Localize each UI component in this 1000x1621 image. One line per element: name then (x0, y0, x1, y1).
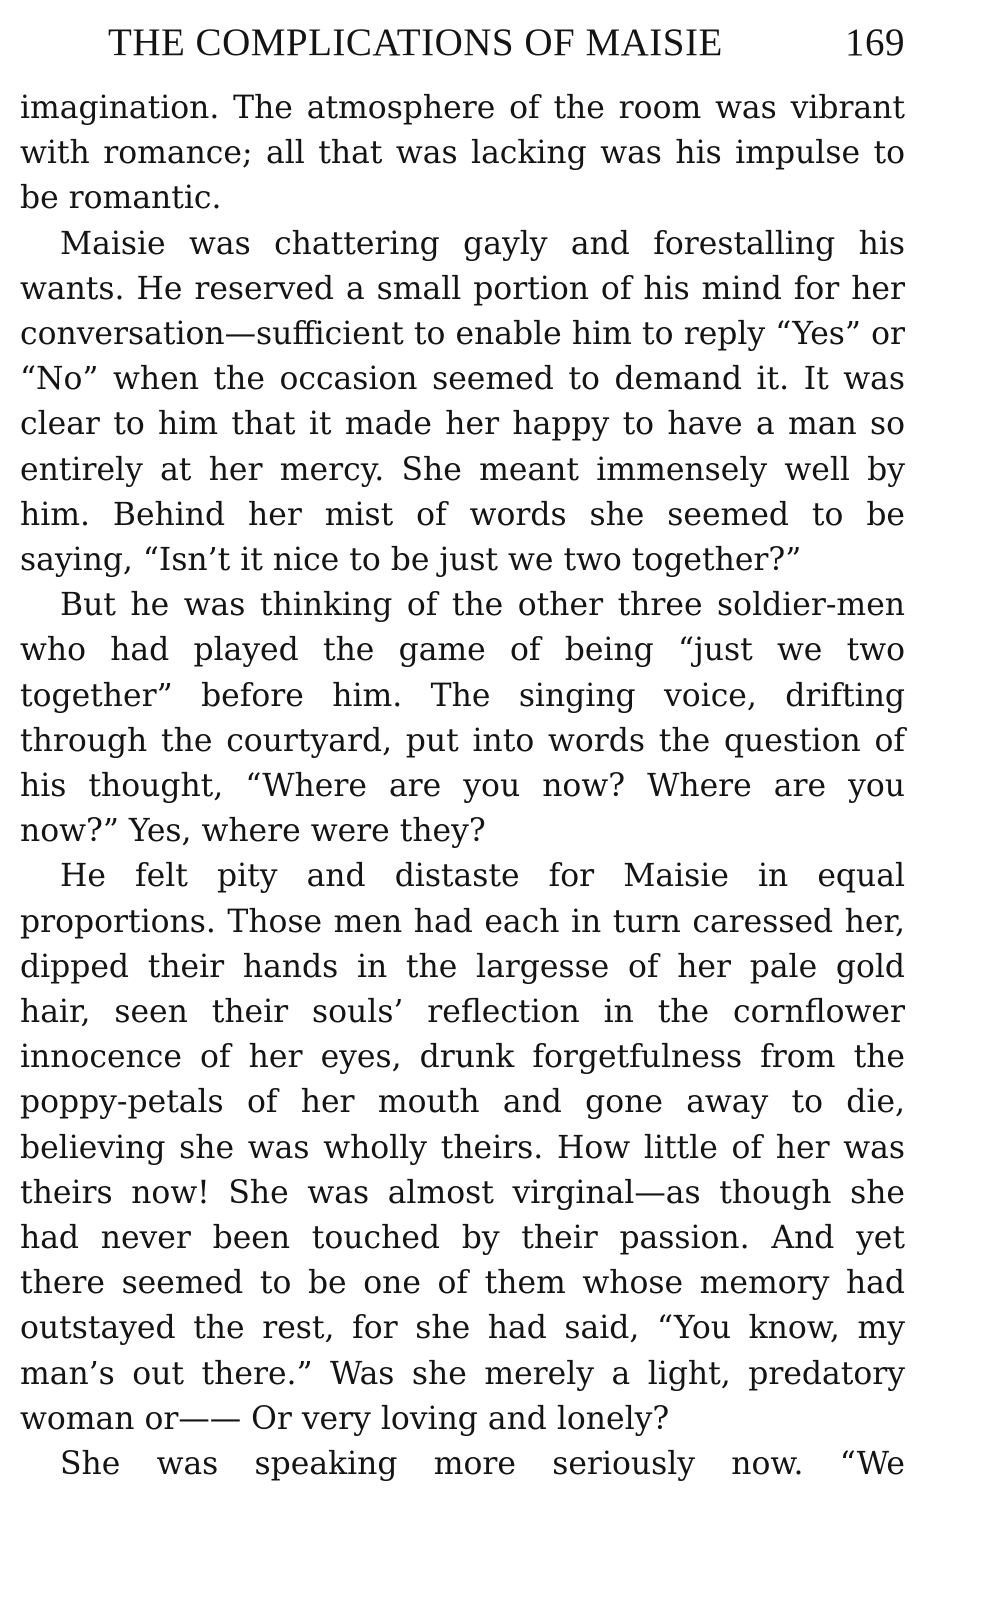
paragraph-continued: imagination. The atmosphere of the room was vibrant with romance; all that was lacking was his impulse to be romantic. (20, 90, 905, 217)
paragraph: Maisie was chattering gayly and forestalling his wants. He reserved a small portion of his mind for her conversation—sufficient to enable him to reply “Yes” or “No” when the occasion seemed to demand it. It was clear to him that it made her happy to have a man so entirely at her mercy. She meant immensely well by him. Behind her mist of words she seemed to be saying, “Isn’t it nice to be just we two together?” (20, 225, 905, 579)
paragraph-continuing: She was speaking more seriously now. “We (60, 1446, 905, 1483)
book-page (20, 0, 905, 1487)
paragraph: He felt pity and distaste for Maisie in equal proportions. Those men had each in turn caressed her, dipped their hands in the largesse of her pale gold hair, seen their souls’ reflection in the cornflower innocence of her eyes, drunk forgetfulness from the poppy-petals of her mouth and gone away to die, believing she was wholly theirs. How little of her was theirs now! She was almost virginal—as though she had never been touched by their passion. And yet there seemed to be one of them whose memory had outstayed the rest, for she had said, “You know, my man’s out there.” Was she merely a light, predatory woman or—— Or very loving and lonely? (20, 858, 905, 1437)
running-head (20, 0, 905, 86)
body-text (20, 86, 905, 1487)
page-number: 169 (845, 21, 905, 64)
paragraph: But he was thinking of the other three soldier-men who had played the game of being “just we two together” before him. The singing voice, drifting through the courtyard, put into words the question of his thought, “Where are you now? Where are you now?” Yes, where were they? (20, 587, 905, 850)
running-head-title: THE COMPLICATIONS OF MAISIE (108, 21, 723, 64)
